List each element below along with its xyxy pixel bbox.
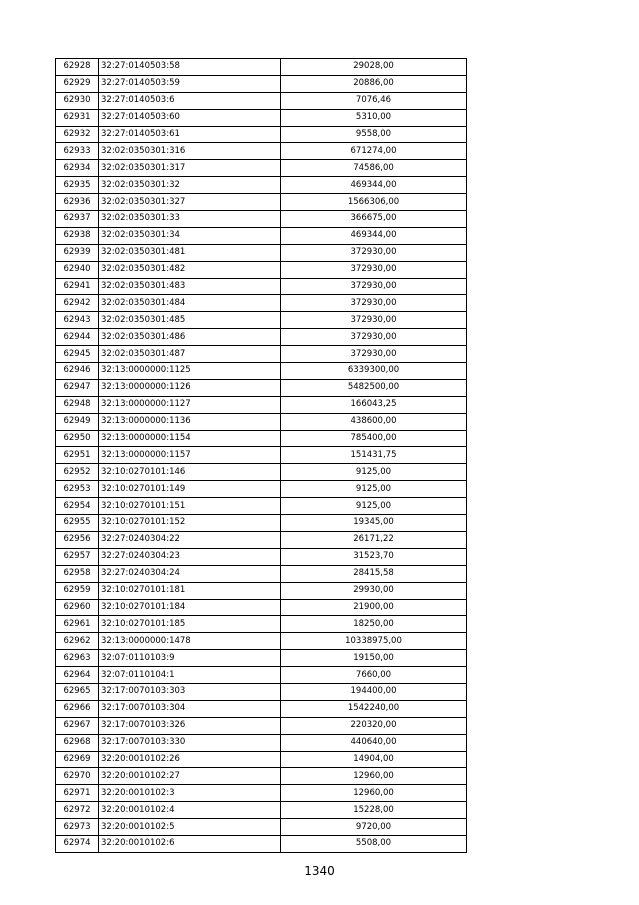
- table-row: [56, 177, 467, 194]
- cadastral-number-cell: 32:20:0010102:3: [99, 785, 281, 802]
- cadastral-value-cell: 5482500,00: [281, 379, 467, 396]
- cadastral-value-table-wrapper: [55, 58, 467, 853]
- row-number-cell: 62930: [56, 92, 99, 109]
- row-number-cell: 62953: [56, 481, 99, 498]
- cadastral-value-cell: 785400,00: [281, 430, 467, 447]
- cadastral-number-cell: 32:17:0070103:303: [99, 683, 281, 700]
- row-number-cell: 62948: [56, 396, 99, 413]
- row-number-cell: 62957: [56, 548, 99, 565]
- table-row: [56, 211, 467, 228]
- cadastral-value-cell: 29930,00: [281, 582, 467, 599]
- row-number-cell: 62942: [56, 295, 99, 312]
- cadastral-value-cell: 9720,00: [281, 819, 467, 836]
- cadastral-number-cell: 32:10:0270101:181: [99, 582, 281, 599]
- table-row: [56, 633, 467, 650]
- cadastral-value-cell: 151431,75: [281, 447, 467, 464]
- row-number-cell: 62963: [56, 650, 99, 667]
- table-row: [56, 768, 467, 785]
- cadastral-value-cell: 372930,00: [281, 244, 467, 261]
- table-row: [56, 531, 467, 548]
- table-row: [56, 143, 467, 160]
- row-number-cell: 62937: [56, 211, 99, 228]
- cadastral-value-cell: 372930,00: [281, 329, 467, 346]
- row-number-cell: 62945: [56, 346, 99, 363]
- cadastral-value-cell: 440640,00: [281, 734, 467, 751]
- cadastral-number-cell: 32:13:0000000:1127: [99, 396, 281, 413]
- row-number-cell: 62971: [56, 785, 99, 802]
- table-row: [56, 734, 467, 751]
- cadastral-number-cell: 32:27:0140503:61: [99, 126, 281, 143]
- table-row: [56, 363, 467, 380]
- cadastral-number-cell: 32:20:0010102:27: [99, 768, 281, 785]
- cadastral-number-cell: 32:20:0010102:6: [99, 835, 281, 852]
- table-row: [56, 835, 467, 852]
- table-body: [56, 59, 467, 853]
- row-number-cell: 62944: [56, 329, 99, 346]
- cadastral-value-cell: 26171,22: [281, 531, 467, 548]
- cadastral-value-cell: 9558,00: [281, 126, 467, 143]
- table-row: [56, 717, 467, 734]
- cadastral-number-cell: 32:10:0270101:184: [99, 599, 281, 616]
- cadastral-number-cell: 32:02:0350301:482: [99, 261, 281, 278]
- cadastral-value-cell: 469344,00: [281, 177, 467, 194]
- cadastral-number-cell: 32:07:0110104:1: [99, 667, 281, 684]
- cadastral-number-cell: 32:02:0350301:481: [99, 244, 281, 261]
- cadastral-number-cell: 32:02:0350301:34: [99, 227, 281, 244]
- cadastral-value-cell: 31523,70: [281, 548, 467, 565]
- cadastral-value-cell: 469344,00: [281, 227, 467, 244]
- cadastral-number-cell: 32:10:0270101:151: [99, 498, 281, 515]
- table-row: [56, 194, 467, 211]
- cadastral-value-cell: 372930,00: [281, 346, 467, 363]
- cadastral-value-cell: 372930,00: [281, 295, 467, 312]
- table-row: [56, 126, 467, 143]
- cadastral-value-cell: 372930,00: [281, 261, 467, 278]
- row-number-cell: 62931: [56, 109, 99, 126]
- table-row: [56, 447, 467, 464]
- row-number-cell: 62946: [56, 363, 99, 380]
- cadastral-value-cell: 7660,00: [281, 667, 467, 684]
- cadastral-number-cell: 32:02:0350301:486: [99, 329, 281, 346]
- row-number-cell: 62968: [56, 734, 99, 751]
- row-number-cell: 62959: [56, 582, 99, 599]
- table-row: [56, 329, 467, 346]
- table-row: [56, 379, 467, 396]
- row-number-cell: 62962: [56, 633, 99, 650]
- cadastral-number-cell: 32:02:0350301:316: [99, 143, 281, 160]
- cadastral-number-cell: 32:27:0240304:22: [99, 531, 281, 548]
- cadastral-number-cell: 32:13:0000000:1157: [99, 447, 281, 464]
- cadastral-value-cell: 19345,00: [281, 515, 467, 532]
- table-row: [56, 109, 467, 126]
- table-row: [56, 59, 467, 76]
- table-row: [56, 481, 467, 498]
- row-number-cell: 62939: [56, 244, 99, 261]
- cadastral-number-cell: 32:13:0000000:1126: [99, 379, 281, 396]
- cadastral-number-cell: 32:27:0240304:24: [99, 565, 281, 582]
- cadastral-value-cell: 12960,00: [281, 768, 467, 785]
- table-row: [56, 261, 467, 278]
- cadastral-number-cell: 32:27:0240304:23: [99, 548, 281, 565]
- table-row: [56, 464, 467, 481]
- table-row: [56, 683, 467, 700]
- row-number-cell: 62969: [56, 751, 99, 768]
- table-row: [56, 548, 467, 565]
- cadastral-value-cell: 21900,00: [281, 599, 467, 616]
- cadastral-value-cell: 671274,00: [281, 143, 467, 160]
- cadastral-value-cell: 9125,00: [281, 481, 467, 498]
- row-number-cell: 62952: [56, 464, 99, 481]
- cadastral-value-cell: 29028,00: [281, 59, 467, 76]
- table-row: [56, 413, 467, 430]
- row-number-cell: 62970: [56, 768, 99, 785]
- cadastral-value-cell: 220320,00: [281, 717, 467, 734]
- row-number-cell: 62933: [56, 143, 99, 160]
- cadastral-value-table: [55, 58, 467, 853]
- row-number-cell: 62941: [56, 278, 99, 295]
- cadastral-value-cell: 10338975,00: [281, 633, 467, 650]
- cadastral-value-cell: 1566306,00: [281, 194, 467, 211]
- cadastral-value-cell: 28415,58: [281, 565, 467, 582]
- table-row: [56, 278, 467, 295]
- row-number-cell: 62955: [56, 515, 99, 532]
- row-number-cell: 62966: [56, 700, 99, 717]
- cadastral-number-cell: 32:02:0350301:485: [99, 312, 281, 329]
- table-row: [56, 582, 467, 599]
- row-number-cell: 62972: [56, 802, 99, 819]
- cadastral-number-cell: 32:27:0140503:60: [99, 109, 281, 126]
- cadastral-value-cell: 7076,46: [281, 92, 467, 109]
- row-number-cell: 62949: [56, 413, 99, 430]
- table-row: [56, 430, 467, 447]
- cadastral-value-cell: 14904,00: [281, 751, 467, 768]
- cadastral-value-cell: 12960,00: [281, 785, 467, 802]
- row-number-cell: 62967: [56, 717, 99, 734]
- row-number-cell: 62940: [56, 261, 99, 278]
- cadastral-value-cell: 166043,25: [281, 396, 467, 413]
- table-row: [56, 802, 467, 819]
- cadastral-number-cell: 32:27:0140503:58: [99, 59, 281, 76]
- cadastral-value-cell: 438600,00: [281, 413, 467, 430]
- table-row: [56, 785, 467, 802]
- row-number-cell: 62947: [56, 379, 99, 396]
- row-number-cell: 62938: [56, 227, 99, 244]
- cadastral-number-cell: 32:13:0000000:1125: [99, 363, 281, 380]
- row-number-cell: 62951: [56, 447, 99, 464]
- cadastral-value-cell: 74586,00: [281, 160, 467, 177]
- cadastral-number-cell: 32:10:0270101:149: [99, 481, 281, 498]
- table-row: [56, 599, 467, 616]
- cadastral-number-cell: 32:02:0350301:487: [99, 346, 281, 363]
- table-row: [56, 498, 467, 515]
- cadastral-number-cell: 32:13:0000000:1136: [99, 413, 281, 430]
- table-row: [56, 92, 467, 109]
- row-number-cell: 62950: [56, 430, 99, 447]
- table-row: [56, 312, 467, 329]
- cadastral-value-cell: 19150,00: [281, 650, 467, 667]
- cadastral-number-cell: 32:02:0350301:317: [99, 160, 281, 177]
- table-row: [56, 700, 467, 717]
- cadastral-number-cell: 32:17:0070103:330: [99, 734, 281, 751]
- table-row: [56, 751, 467, 768]
- cadastral-value-cell: 194400,00: [281, 683, 467, 700]
- row-number-cell: 62936: [56, 194, 99, 211]
- cadastral-number-cell: 32:02:0350301:33: [99, 211, 281, 228]
- row-number-cell: 62935: [56, 177, 99, 194]
- cadastral-value-cell: 9125,00: [281, 498, 467, 515]
- table-row: [56, 75, 467, 92]
- page-number: 1340: [304, 864, 335, 878]
- cadastral-number-cell: 32:20:0010102:5: [99, 819, 281, 836]
- cadastral-number-cell: 32:13:0000000:1154: [99, 430, 281, 447]
- row-number-cell: 62932: [56, 126, 99, 143]
- table-row: [56, 565, 467, 582]
- cadastral-number-cell: 32:27:0140503:59: [99, 75, 281, 92]
- cadastral-number-cell: 32:10:0270101:185: [99, 616, 281, 633]
- cadastral-value-cell: 5508,00: [281, 835, 467, 852]
- row-number-cell: 62965: [56, 683, 99, 700]
- cadastral-number-cell: 32:10:0270101:146: [99, 464, 281, 481]
- row-number-cell: 62943: [56, 312, 99, 329]
- table-row: [56, 650, 467, 667]
- cadastral-number-cell: 32:02:0350301:32: [99, 177, 281, 194]
- cadastral-value-cell: 20886,00: [281, 75, 467, 92]
- cadastral-number-cell: 32:17:0070103:304: [99, 700, 281, 717]
- row-number-cell: 62929: [56, 75, 99, 92]
- cadastral-number-cell: 32:17:0070103:326: [99, 717, 281, 734]
- row-number-cell: 62956: [56, 531, 99, 548]
- cadastral-value-cell: 15228,00: [281, 802, 467, 819]
- cadastral-number-cell: 32:07:0110103:9: [99, 650, 281, 667]
- cadastral-number-cell: 32:02:0350301:327: [99, 194, 281, 211]
- row-number-cell: 62973: [56, 819, 99, 836]
- row-number-cell: 62964: [56, 667, 99, 684]
- cadastral-number-cell: 32:20:0010102:4: [99, 802, 281, 819]
- row-number-cell: 62960: [56, 599, 99, 616]
- table-row: [56, 616, 467, 633]
- row-number-cell: 62954: [56, 498, 99, 515]
- cadastral-number-cell: 32:10:0270101:152: [99, 515, 281, 532]
- cadastral-value-cell: 1542240,00: [281, 700, 467, 717]
- cadastral-value-cell: 5310,00: [281, 109, 467, 126]
- table-row: [56, 244, 467, 261]
- cadastral-value-cell: 6339300,00: [281, 363, 467, 380]
- table-row: [56, 396, 467, 413]
- table-row: [56, 667, 467, 684]
- table-row: [56, 227, 467, 244]
- cadastral-number-cell: 32:27:0140503:6: [99, 92, 281, 109]
- row-number-cell: 62934: [56, 160, 99, 177]
- cadastral-value-cell: 372930,00: [281, 312, 467, 329]
- cadastral-number-cell: 32:20:0010102:26: [99, 751, 281, 768]
- cadastral-value-cell: 18250,00: [281, 616, 467, 633]
- cadastral-number-cell: 32:02:0350301:484: [99, 295, 281, 312]
- row-number-cell: 62928: [56, 59, 99, 76]
- table-row: [56, 515, 467, 532]
- row-number-cell: 62961: [56, 616, 99, 633]
- cadastral-value-cell: 372930,00: [281, 278, 467, 295]
- table-row: [56, 295, 467, 312]
- table-row: [56, 346, 467, 363]
- cadastral-value-cell: 366675,00: [281, 211, 467, 228]
- cadastral-number-cell: 32:13:0000000:1478: [99, 633, 281, 650]
- cadastral-number-cell: 32:02:0350301:483: [99, 278, 281, 295]
- cadastral-value-cell: 9125,00: [281, 464, 467, 481]
- row-number-cell: 62974: [56, 835, 99, 852]
- table-row: [56, 819, 467, 836]
- table-row: [56, 160, 467, 177]
- row-number-cell: 62958: [56, 565, 99, 582]
